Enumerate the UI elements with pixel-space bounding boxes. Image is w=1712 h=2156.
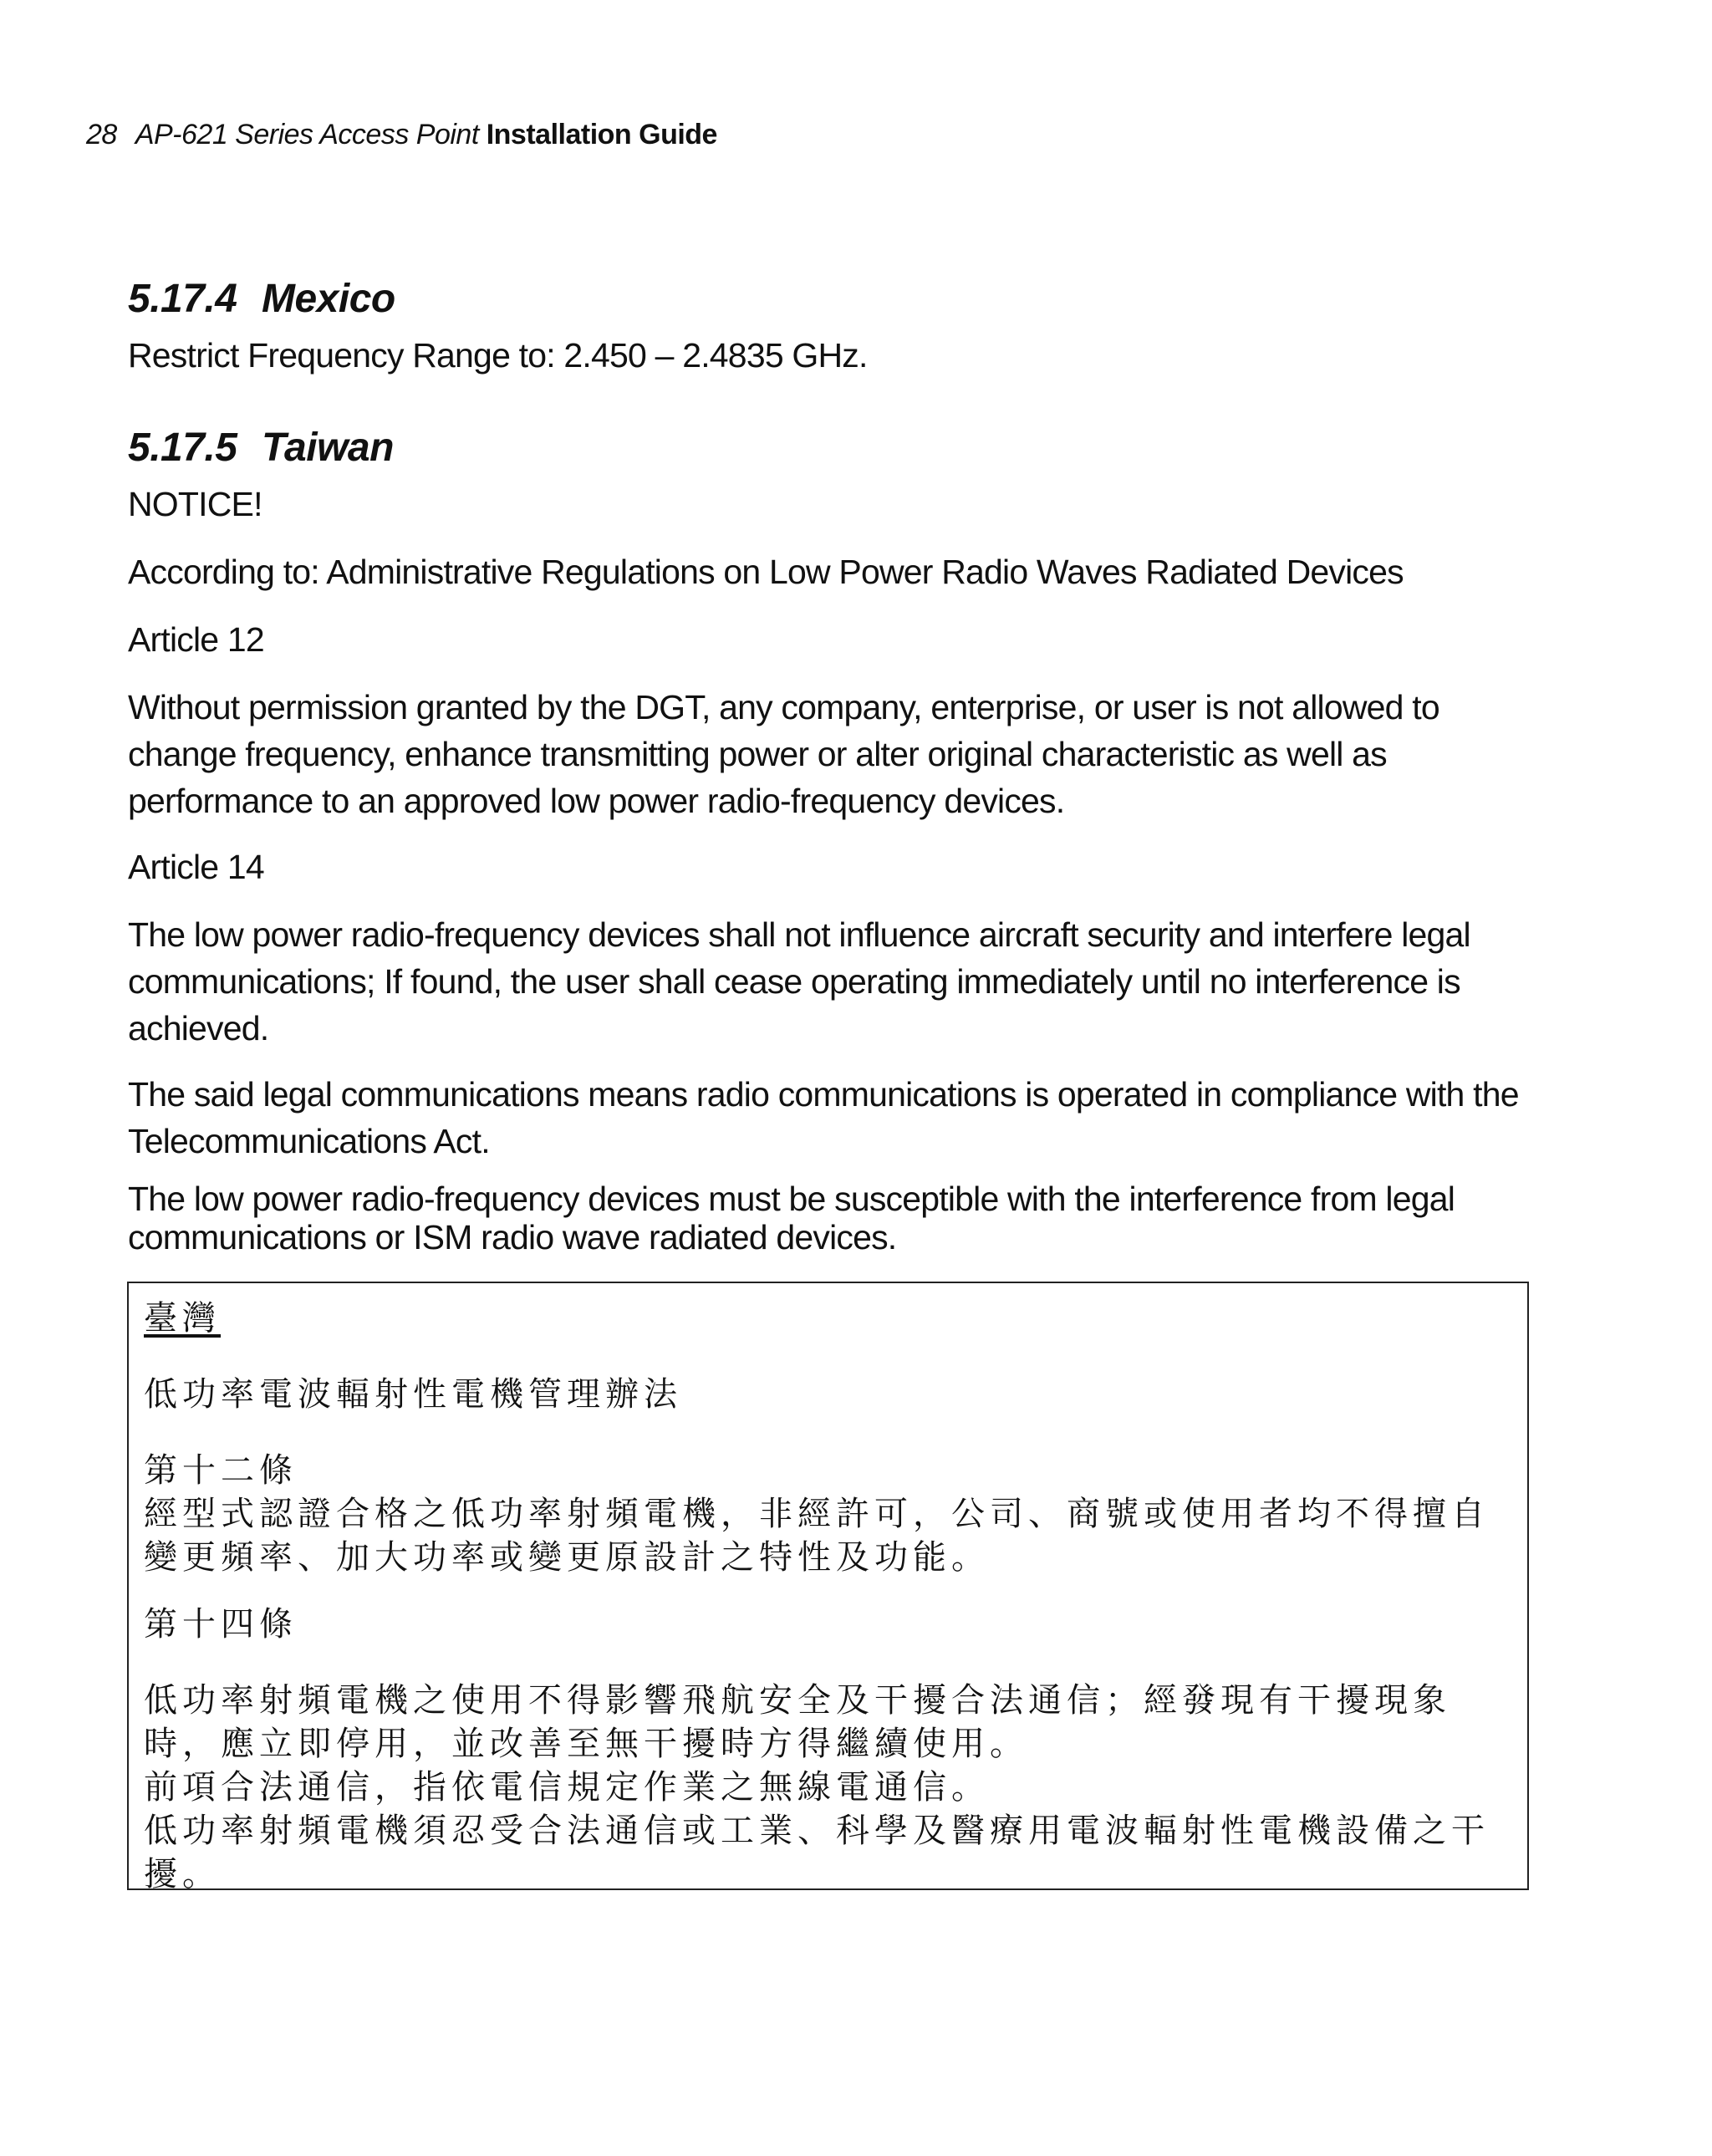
article14-label: Article 14 xyxy=(128,848,264,886)
section-heading-taiwan xyxy=(128,425,394,471)
according-text: According to: Administrative Regulations on Low Power Radio Waves Radiated Devices xyxy=(128,553,1404,591)
chinese-notice-box xyxy=(127,1282,1529,1894)
section-title: Taiwan xyxy=(262,426,394,470)
chinese-article14-text-2: 前項合法通信，指依電信規定作業之無線電通信。 xyxy=(144,1768,990,1807)
page-number: 28 xyxy=(86,119,117,150)
section-title: Mexico xyxy=(262,277,395,321)
chinese-article12-label: 第十二條 xyxy=(144,1451,298,1490)
section-heading-mexico xyxy=(128,276,395,322)
chinese-title: 臺灣 xyxy=(144,1299,221,1338)
mexico-frequency-text: Restrict Frequency Range to: 2.450 – 2.4835 GHz. xyxy=(128,336,868,375)
chinese-article14-text-3: 低功率射頻電機須忍受合法通信或工業、科學及醫療用電波輻射性電機設備之干擾。 xyxy=(144,1812,1490,1894)
page-header xyxy=(86,119,717,151)
article14-text: The low power radio-frequency devices shall not influence aircraft security and interfere legal communications; If found, the user shall cease operating immediately until no interference is achieved. xyxy=(128,915,1470,1047)
chinese-article14-label: 第十四條 xyxy=(144,1605,298,1644)
legal-communications-text: The said legal communications means radio communications is operated in compliance with the Telecommunications Act. xyxy=(128,1075,1519,1160)
chinese-article12-text: 經型式認證合格之低功率射頻電機，非經許可，公司、商號或使用者均不得擅自變更頻率、加大功率或變更原設計之特性及功能。 xyxy=(144,1495,1490,1577)
section-number: 5.17.4 xyxy=(128,277,237,321)
book-title: AP-621 Series Access Point xyxy=(135,119,479,150)
article12-text: Without permission granted by the DGT, any company, enterprise, or user is not allowed to change frequency, enhance transmitting power or alter original characteristic as well as performance to an approved low power radio-frequency devices. xyxy=(128,688,1439,820)
susceptible-text: The low power radio-frequency devices must be susceptible with the interference from legal communications or ISM radio wave radiated devices. xyxy=(128,1180,1455,1256)
chinese-article14-text-1: 低功率射頻電機之使用不得影響飛航安全及干擾合法通信；經發現有干擾現象時，應立即停用，並改善至無干擾時方得繼續使用。 xyxy=(144,1681,1451,1763)
article12-label: Article 12 xyxy=(128,620,264,659)
chinese-regulation-name: 低功率電波輻射性電機管理辦法 xyxy=(144,1375,682,1414)
section-number: 5.17.5 xyxy=(128,426,237,470)
guide-label: Installation Guide xyxy=(486,119,717,150)
notice-text: NOTICE! xyxy=(128,485,262,523)
